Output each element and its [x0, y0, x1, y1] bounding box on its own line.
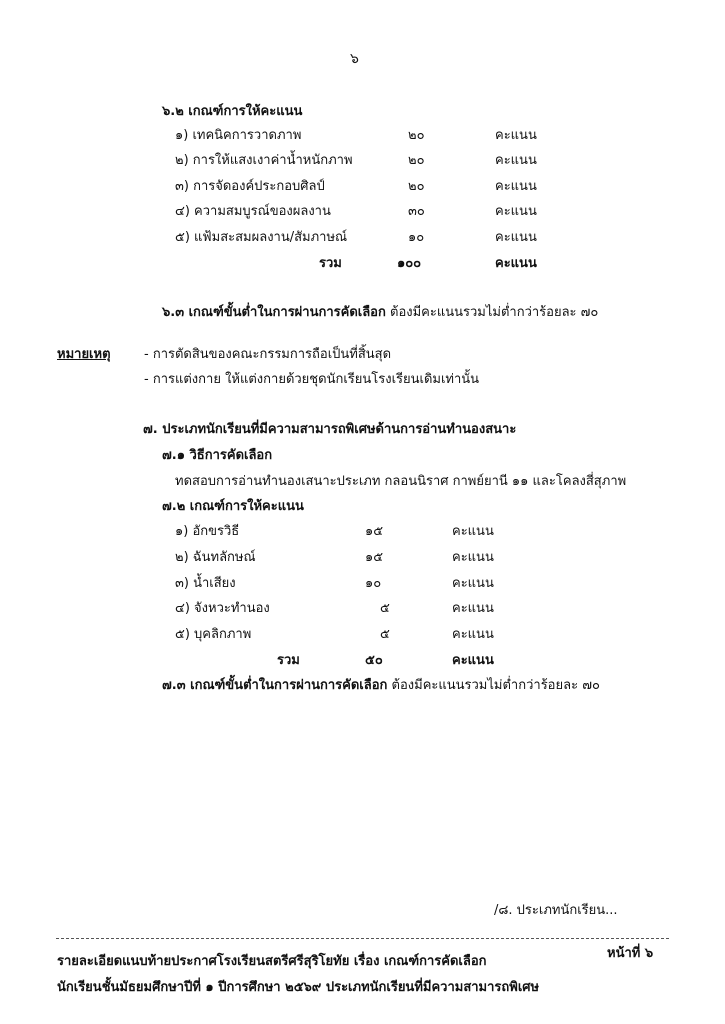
criterion-score: ๑๕: [365, 524, 384, 539]
score-unit: คะแนน: [495, 153, 537, 168]
criterion-score: ๕: [380, 601, 390, 616]
footer-page-label: หน้าที่ ๖: [607, 946, 654, 961]
criterion-label: ๒) ฉันทลักษณ์: [175, 550, 256, 565]
section-7-3-heading: ๗.๓ เกณฑ์ขั้นต่ำในการผ่านการคัดเลือก: [162, 678, 388, 693]
criterion-label: ๔) ความสมบูรณ์ของผลงาน: [175, 204, 331, 219]
section-7-1-text: ทดสอบการอ่านทำนองเสนาะประเภท กลอนนิราศ กาพย์ยานี ๑๑ และโคลงสี่สุภาพ: [175, 474, 627, 489]
total-unit: คะแนน: [452, 653, 494, 668]
footer-divider: [56, 938, 669, 939]
criterion-score: ๒๐: [408, 179, 425, 194]
total-label: รวม: [277, 653, 300, 668]
footer-line-2: นักเรียนชั้นมัธยมศึกษาปีที่ ๑ ปีการศึกษา ๒๕๖๙ ประเภทนักเรียนที่มีความสามารถพิเศษ: [57, 980, 540, 995]
criterion-label: ๕) แฟ้มสะสมผลงาน/สัมภาษณ์: [175, 230, 348, 245]
total-unit: คะแนน: [495, 256, 537, 271]
score-unit: คะแนน: [452, 627, 494, 642]
page-number: ๖: [350, 51, 359, 67]
criterion-label: ๑) อักขรวิธี: [175, 524, 240, 539]
criterion-score: ๑๐: [408, 230, 425, 245]
section-6-2-heading: ๖.๒ เกณฑ์การให้คะแนน: [162, 104, 303, 119]
score-unit: คะแนน: [495, 204, 537, 219]
score-unit: คะแนน: [495, 179, 537, 194]
criterion-score: ๓๐: [408, 204, 425, 219]
section-7-1-heading: ๗.๑ วิธีการคัดเลือก: [162, 448, 273, 463]
note-label: หมายเหตุ: [57, 347, 111, 362]
note-line: - การแต่งกาย ให้แต่งกายด้วยชุดนักเรียนโรงเรียนเดิมเท่านั้น: [144, 372, 480, 387]
criterion-score: ๕: [380, 627, 390, 642]
section-7-3: [162, 677, 600, 695]
total-score: ๑๐๐: [397, 256, 422, 271]
continuation-text: /๘. ประเภทนักเรียน...: [494, 903, 618, 918]
section-7-2-heading: ๗.๒ เกณฑ์การให้คะแนน: [162, 499, 304, 514]
note-line: - การตัดสินของคณะกรรมการถือเป็นที่สิ้นสุด: [144, 347, 392, 362]
criterion-label: ๕) บุคลิกภาพ: [175, 627, 252, 642]
criterion-label: ๓) การจัดองค์ประกอบศิลป์: [175, 179, 325, 194]
total-score: ๕๐: [365, 653, 383, 668]
criterion-score: ๑๕: [365, 550, 384, 565]
section-6-3-text: ต้องมีคะแนนรวมไม่ต่ำกว่าร้อยละ ๗๐: [390, 305, 599, 320]
section-7-heading: ๗. ประเภทนักเรียนที่มีความสามารถพิเศษด้านการอ่านทำนองสนาะ: [143, 422, 517, 437]
section-7-3-text: ต้องมีคะแนนรวมไม่ต่ำกว่าร้อยละ ๗๐: [391, 678, 600, 693]
section-6-3-heading: ๖.๓ เกณฑ์ขั้นต่ำในการผ่านการคัดเลือก: [162, 305, 386, 320]
score-unit: คะแนน: [452, 601, 494, 616]
criterion-score: ๒๐: [408, 153, 425, 168]
total-label: รวม: [319, 256, 342, 271]
score-unit: คะแนน: [495, 128, 537, 143]
criterion-score: ๒๐: [408, 128, 425, 143]
section-6-3: [162, 304, 598, 322]
score-unit: คะแนน: [495, 230, 537, 245]
score-unit: คะแนน: [452, 576, 494, 591]
criterion-score: ๑๐: [365, 576, 382, 591]
criterion-label: ๔) จังหวะทำนอง: [175, 601, 270, 616]
criterion-label: ๒) การให้แสงเงาค่าน้ำหนักภาพ: [175, 153, 353, 168]
footer-line-1: รายละเอียดแนบท้ายประกาศโรงเรียนสตรีศรีสุริโยทัย เรื่อง เกณฑ์การคัดเลือก: [57, 954, 487, 969]
criterion-label: ๓) น้ำเสียง: [175, 576, 236, 591]
criterion-label: ๑) เทคนิคการวาดภาพ: [175, 128, 302, 143]
score-unit: คะแนน: [452, 550, 494, 565]
score-unit: คะแนน: [452, 524, 494, 539]
